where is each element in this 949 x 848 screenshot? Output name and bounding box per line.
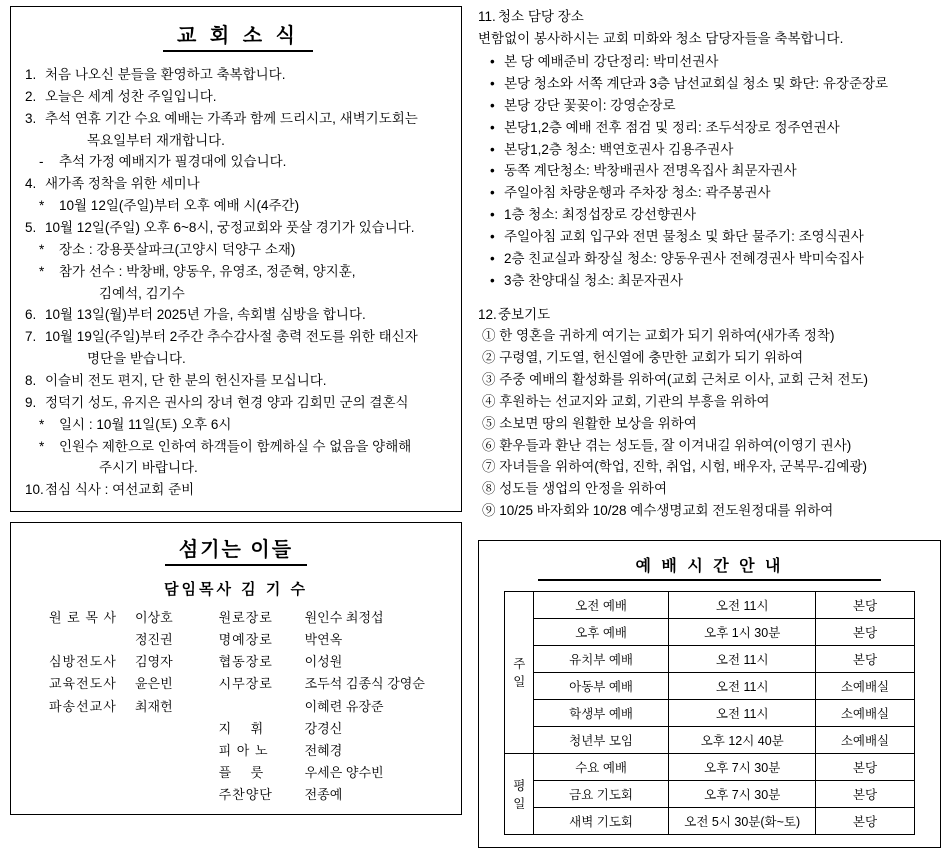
bullet-icon: • — [490, 272, 495, 288]
servant-names: 전혜경 — [304, 742, 343, 758]
servants-title: 섬기는 이들 — [165, 533, 307, 566]
right-section-heading-text: 청소 담당 장소 — [498, 9, 584, 24]
servants-title-wrap — [19, 529, 453, 578]
bullet-icon: • — [490, 119, 495, 135]
schedule-service-name: 학생부 예배 — [534, 699, 669, 726]
schedule-service-time: 오후 7시 30분 — [669, 780, 816, 807]
worship-schedule-title: 예 배 시 간 안 내 — [538, 553, 882, 581]
news-item-text: 일시 : 10월 11일(토) 오후 6시 — [59, 416, 232, 432]
servant-role — [219, 696, 305, 718]
news-item — [25, 326, 451, 348]
news-item-continuation: 명단을 받습니다. — [87, 351, 186, 367]
church-news-title-wrap — [25, 15, 451, 64]
servant-names: 이상호 — [135, 610, 173, 626]
news-item-text: 이슬비 전도 편지, 단 한 분의 헌신자를 모십니다. — [45, 373, 327, 389]
section-gap — [478, 292, 941, 304]
right-section-bullet — [478, 500, 941, 522]
servant-role: 교육전도사 — [49, 676, 117, 692]
right-section-bullet — [478, 347, 941, 369]
news-item — [25, 239, 451, 261]
news-item-marker: 3. — [25, 110, 37, 126]
news-item-marker: * — [39, 198, 45, 214]
servant-names: 최재헌 — [135, 698, 173, 714]
news-item — [25, 151, 451, 173]
news-item-text: 추석 연휴 기간 수요 예배는 가족과 함께 드리시고, 새벽기도회는 — [45, 110, 418, 126]
worship-schedule-table — [504, 591, 914, 835]
table-row — [505, 591, 914, 618]
news-item-continuation: 목요일부터 재개합니다. — [87, 132, 225, 148]
news-item — [25, 479, 451, 501]
servant-row — [219, 718, 453, 740]
servant-role: 파송선교사 — [49, 698, 117, 714]
bullet-icon: • — [490, 97, 495, 113]
servant-names: 조두석 김종식 강영순 — [304, 676, 425, 692]
servant-role: 원 로 목 사 — [49, 610, 118, 626]
bullet-icon: • — [490, 54, 495, 70]
right-section-bullet — [478, 325, 941, 347]
news-item — [25, 304, 451, 326]
right-section-heading-text: 중보기도 — [498, 306, 551, 322]
senior-pastor-label: 담임목사 김 기 수 — [164, 581, 308, 599]
schedule-service-time: 오전 11시 — [669, 699, 816, 726]
news-item-marker: 1. — [25, 67, 37, 82]
section-gap — [478, 522, 941, 534]
news-item-continuation: 김예석, 김기수 — [99, 285, 185, 301]
right-section-bullet-text: ⑧ 성도들 생업의 안정을 위하여 — [482, 481, 667, 497]
servant-row — [49, 629, 219, 651]
servant-names: 원인수 최정섭 — [304, 610, 384, 626]
schedule-service-place: 소예배실 — [816, 726, 914, 753]
servant-row — [219, 607, 453, 629]
news-item-marker: 4. — [25, 176, 37, 192]
right-section-bullet — [478, 369, 941, 391]
schedule-service-time: 오전 11시 — [669, 672, 816, 699]
servant-row — [219, 696, 453, 718]
servant-role: 원로장로 — [218, 610, 273, 626]
church-news-box — [10, 6, 462, 512]
servants-columns — [19, 607, 453, 806]
servant-role: 주찬양단 — [218, 786, 273, 802]
right-section-bullet-text: ③ 주중 예배의 활성화를 위하여(교회 근처로 이사, 교회 근처 전도) — [482, 371, 869, 387]
news-item-marker: 2. — [25, 88, 37, 104]
news-item-continuation: 주시기 바랍니다. — [99, 460, 198, 476]
right-section-heading-marker: 12. — [478, 306, 497, 322]
news-item-text: 10월 19일(주일)부터 2주간 추수감사절 총력 전도를 위한 태신자 — [45, 329, 418, 345]
right-section-bullet — [478, 95, 941, 117]
news-item — [25, 86, 451, 108]
right-section-bullet — [478, 51, 941, 73]
right-section-bullet — [478, 248, 941, 270]
worship-schedule-box — [478, 540, 941, 848]
news-item-text: 참가 선수 : 박창배, 양동우, 유영조, 정준혁, 양지훈, — [59, 263, 356, 279]
schedule-service-time: 오전 11시 — [669, 645, 816, 672]
servant-row — [219, 673, 453, 695]
schedule-service-place: 본당 — [816, 618, 914, 645]
table-row — [505, 726, 914, 753]
bullet-icon: • — [490, 207, 495, 223]
right-sections — [478, 6, 941, 534]
right-section-bullet-text: ⑥ 환우들과 환난 겪는 성도들, 잘 이겨내길 위하여(이영기 권사) — [482, 437, 852, 453]
left-column — [0, 0, 470, 802]
bullet-icon: • — [490, 76, 495, 92]
right-section-bullet-text: 2층 친교실과 화장실 청소: 양동우권사 전혜경권사 박미숙집사 — [504, 250, 864, 266]
schedule-service-place: 본당 — [816, 645, 914, 672]
right-section-heading — [478, 304, 941, 326]
right-section-bullet-text: 주일아침 차량운행과 주차장 청소: 곽주봉권사 — [504, 185, 771, 201]
news-item-marker: 9. — [25, 394, 37, 410]
table-row — [505, 645, 914, 672]
right-section-bullet — [478, 73, 941, 95]
news-item-text: 추석 가정 예배지가 필경대에 있습니다. — [59, 154, 287, 170]
news-item-marker: 10. — [25, 482, 44, 498]
right-section-bullet-text: ① 한 영혼을 귀하게 여기는 교회가 되기 위하여(새가족 정착) — [482, 328, 835, 344]
church-news-title: 교 회 소 식 — [163, 19, 313, 52]
schedule-service-name: 유치부 예배 — [534, 645, 669, 672]
schedule-service-place: 본당 — [816, 591, 914, 618]
servant-names: 김영자 — [135, 654, 173, 670]
right-section-bullet-text: 본 당 예배준비 강단정리: 박미선권사 — [504, 54, 719, 70]
right-section-heading — [478, 6, 941, 28]
right-section-bullet — [478, 391, 941, 413]
right-section-bullet — [478, 413, 941, 435]
servant-row — [219, 651, 453, 673]
servant-row — [219, 762, 453, 784]
bullet-icon: • — [490, 163, 495, 179]
right-section-bullet — [478, 456, 941, 478]
bullet-icon: • — [490, 250, 495, 266]
servant-role: 플 룻 — [218, 764, 265, 780]
church-news-list — [25, 64, 451, 501]
servant-names: 이혜련 유장준 — [304, 698, 384, 714]
servant-role: 명예장로 — [218, 632, 273, 648]
servants-box — [10, 522, 462, 815]
news-item — [25, 217, 451, 239]
servant-row — [49, 673, 219, 695]
news-item-text: 10월 12일(주일) 오후 6~8시, 궁정교회와 풋살 경기가 있습니다. — [45, 220, 415, 236]
table-row — [505, 753, 914, 780]
servant-row — [49, 607, 219, 629]
schedule-day-label: 평 일 — [505, 753, 534, 834]
schedule-service-name: 수요 예배 — [534, 753, 669, 780]
servant-names: 이성원 — [304, 654, 343, 670]
news-item — [25, 195, 451, 217]
schedule-service-place: 소예배실 — [816, 699, 914, 726]
news-item-marker: * — [39, 263, 45, 279]
right-section-bullet-text: 본당 강단 꽃꽂이: 강영순장로 — [504, 97, 676, 113]
schedule-service-place: 본당 — [816, 753, 914, 780]
news-item — [25, 64, 451, 86]
right-section-bullet — [478, 204, 941, 226]
news-item-marker: * — [39, 416, 45, 432]
right-section-bullet-text: 본당1,2층 예배 전후 점검 및 정리: 조두석장로 정주연권사 — [504, 119, 840, 135]
news-item-marker: * — [39, 438, 45, 454]
schedule-service-name: 오전 예배 — [534, 591, 669, 618]
schedule-service-name: 오후 예배 — [534, 618, 669, 645]
news-item-text: 새가족 정착을 위한 세미나 — [45, 176, 200, 192]
news-item-marker: 5. — [25, 220, 37, 236]
right-section-bullet — [478, 226, 941, 248]
right-section-bullet — [478, 139, 941, 161]
table-row — [505, 618, 914, 645]
bullet-icon: • — [490, 141, 495, 157]
news-item-text: 처음 나오신 분들을 환영하고 축복합니다. — [45, 67, 286, 82]
table-row — [505, 699, 914, 726]
servant-role: 피 아 노 — [218, 742, 269, 758]
schedule-service-place: 본당 — [816, 780, 914, 807]
servant-row — [219, 740, 453, 762]
right-section-bullet-text: ② 구령열, 기도열, 헌신열에 충만한 교회가 되기 위하여 — [482, 350, 804, 366]
servant-row — [49, 651, 219, 673]
news-item — [25, 436, 451, 458]
right-section-bullet-text: 동쪽 계단청소: 박창배권사 전명옥집사 최문자권사 — [504, 163, 797, 179]
news-item-text: 정덕기 성도, 유지은 권사의 장녀 현경 양과 김회민 군의 결혼식 — [45, 394, 409, 410]
right-section-bullet-text: 1층 청소: 최정섭장로 강선향권사 — [504, 207, 697, 223]
news-item — [25, 392, 451, 414]
news-item — [25, 173, 451, 195]
right-section-bullet-text: 주일아침 교회 입구와 전면 물청소 및 화단 물주기: 조영식권사 — [504, 229, 864, 245]
right-section-bullet — [478, 160, 941, 182]
news-item — [25, 370, 451, 392]
servant-names: 강경신 — [304, 720, 343, 736]
schedule-service-name: 청년부 모임 — [534, 726, 669, 753]
servant-names: 박연옥 — [304, 632, 343, 648]
news-item-text: 10월 12일(주일)부터 오후 예배 시(4주간) — [59, 198, 300, 214]
news-item-marker: 8. — [25, 373, 37, 389]
news-item — [25, 414, 451, 436]
bullet-icon: • — [490, 185, 495, 201]
news-item-text: 10월 13일(월)부터 2025년 가을, 속회별 심방을 합니다. — [45, 307, 366, 323]
right-section-subtitle: 변함없이 봉사하시는 교회 미화와 청소 담당자들을 축복합니다. — [478, 30, 844, 46]
news-item — [25, 261, 451, 283]
servant-role: 지 휘 — [218, 720, 265, 736]
servant-names: 윤은빈 — [135, 676, 173, 692]
servant-names: 정진권 — [135, 632, 173, 648]
servant-row — [219, 784, 453, 806]
news-item-marker: 7. — [25, 329, 37, 345]
servant-role: 시무장로 — [218, 676, 273, 692]
news-item-text: 장소 : 강용풋살파크(고양시 덕양구 소재) — [59, 241, 296, 257]
schedule-day-label: 주 일 — [505, 591, 534, 753]
schedule-service-name: 아동부 예배 — [534, 672, 669, 699]
right-section-bullet-text: ④ 후원하는 선교지와 교회, 기관의 부흥을 위하여 — [482, 393, 770, 409]
schedule-service-time: 오전 11시 — [669, 591, 816, 618]
table-row — [505, 672, 914, 699]
news-item-marker: - — [39, 154, 44, 170]
servants-right-list — [219, 607, 453, 806]
news-item-marker: 6. — [25, 307, 37, 323]
right-section-bullet — [478, 270, 941, 292]
news-item-text: 오늘은 세계 성찬 주일입니다. — [45, 88, 217, 104]
servant-row — [49, 696, 219, 718]
schedule-service-time: 오후 7시 30분 — [669, 753, 816, 780]
servant-role — [49, 629, 135, 651]
servant-names: 전종예 — [304, 786, 343, 802]
news-item-marker: * — [39, 241, 45, 257]
schedule-service-name: 새벽 기도회 — [534, 807, 669, 834]
right-section-bullet — [478, 478, 941, 500]
schedule-service-time: 오후 1시 30분 — [669, 618, 816, 645]
right-section-bullet — [478, 435, 941, 457]
servant-role: 협동장로 — [218, 654, 273, 670]
right-section-bullet-text: ⑦ 자녀들을 위하여(학업, 진학, 취업, 시험, 배우자, 군복무-김예광) — [482, 459, 867, 475]
right-section-bullet — [478, 182, 941, 204]
schedule-service-time: 오후 12시 40분 — [669, 726, 816, 753]
right-section-bullet-text: ⑨ 10/25 바자회와 10/28 예수생명교회 전도원정대를 위하여 — [482, 503, 834, 519]
servant-names: 우세은 양수빈 — [304, 764, 384, 780]
table-row — [505, 807, 914, 834]
schedule-service-place: 소예배실 — [816, 672, 914, 699]
bullet-icon: • — [490, 229, 495, 245]
servants-left-list — [19, 607, 219, 806]
right-section-bullet-text: 본당 청소와 서쪽 계단과 3층 남선교회실 청소 및 화단: 유장준장로 — [504, 76, 889, 92]
schedule-service-name: 금요 기도회 — [534, 780, 669, 807]
right-section-bullet-text: 본당1,2층 청소: 백연호권사 김용주권사 — [504, 141, 734, 157]
news-item-text: 점심 식사 : 여선교회 준비 — [45, 482, 195, 498]
right-section-bullet-text: 3층 찬양대실 청소: 최문자권사 — [504, 272, 684, 288]
news-item — [25, 108, 451, 130]
schedule-service-time: 오전 5시 30분(화~토) — [669, 807, 816, 834]
right-column — [470, 0, 949, 829]
right-section-bullet-text: ⑤ 소보면 땅의 원활한 보상을 위하여 — [482, 415, 697, 431]
right-section-bullet — [478, 117, 941, 139]
schedule-service-place: 본당 — [816, 807, 914, 834]
right-section-heading-marker: 11. — [478, 9, 496, 24]
servant-role: 심방전도사 — [49, 654, 117, 670]
news-item-text: 인원수 제한으로 인하여 하객들이 함께하실 수 없음을 양해해 — [59, 438, 412, 454]
table-row — [505, 780, 914, 807]
servant-row — [219, 629, 453, 651]
